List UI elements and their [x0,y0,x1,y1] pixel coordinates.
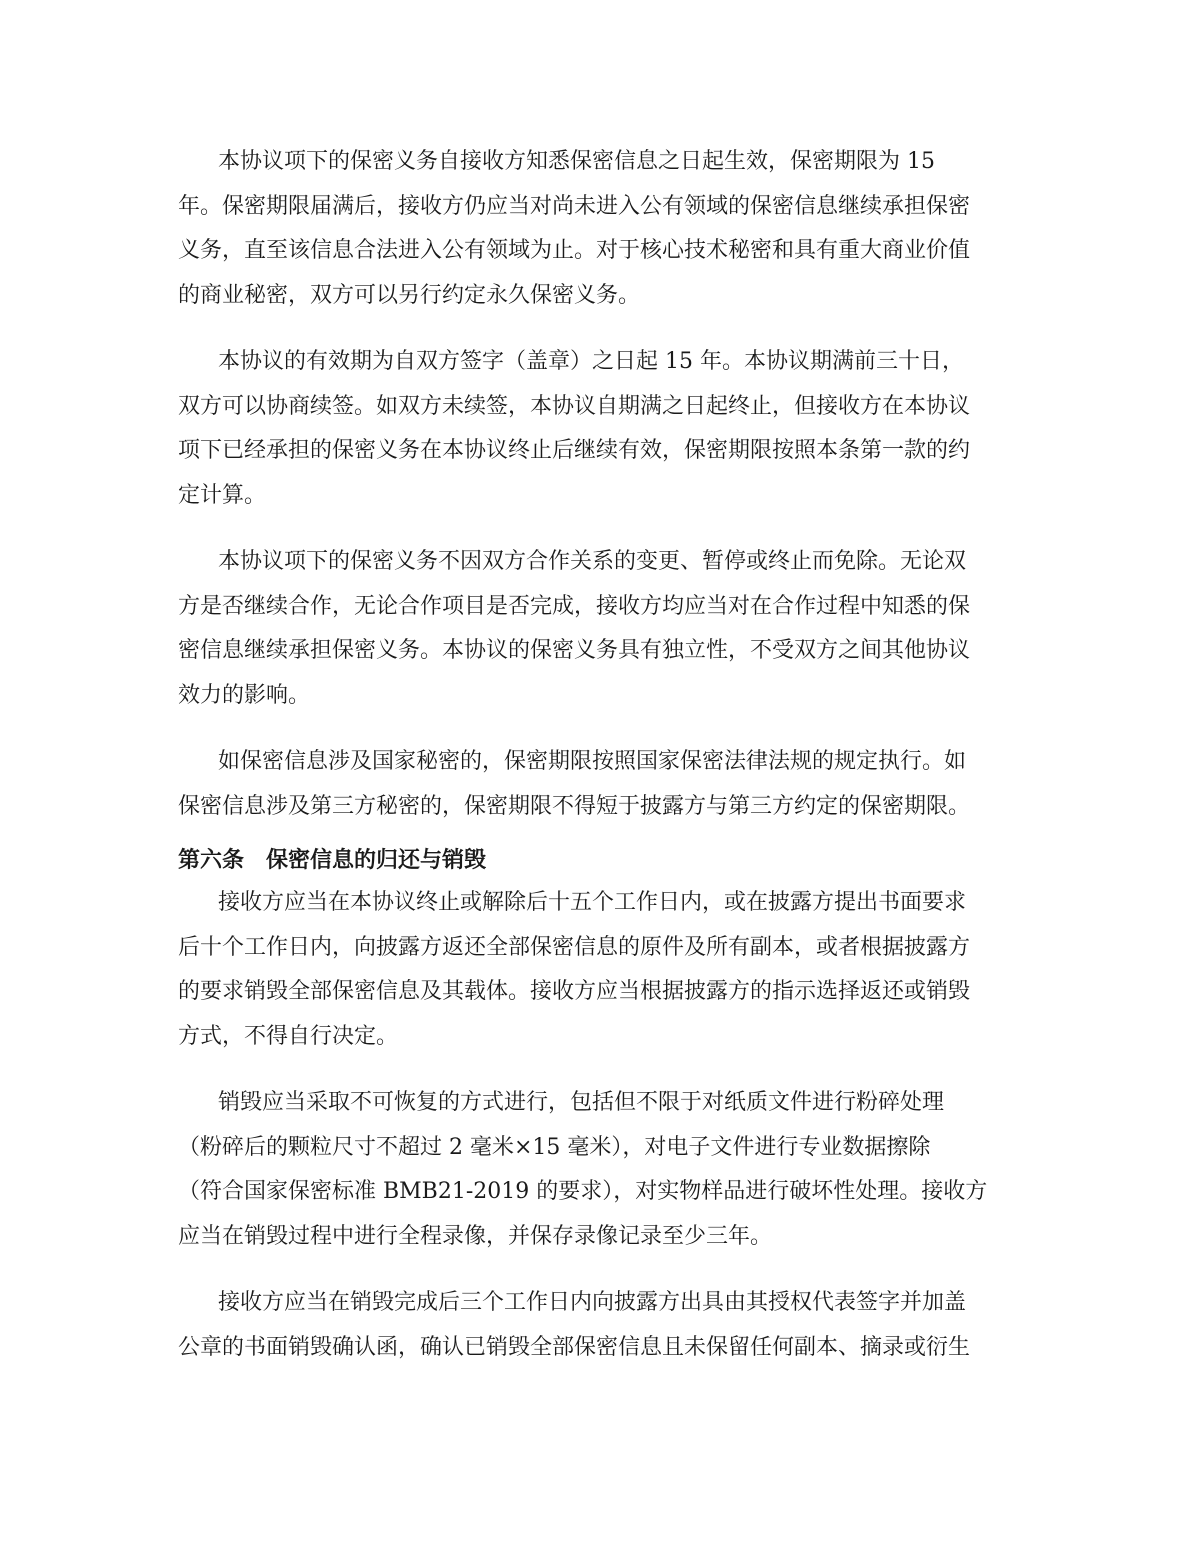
paragraph-destruction-method [178,1081,1024,1259]
paragraph-confidentiality-term [178,140,1024,318]
text-line: 销毁应当采取不可恢复的方式进行，包括但不限于对纸质文件进行粉碎处理 [218,1090,945,1115]
text-line: 应当在销毁过程中进行全程录像，并保存录像记录至少三年。 [178,1223,773,1249]
text-line: （符合国家保密标准 BMB21-2019 的要求），对实物样品进行破坏性处理。接收方 [178,1179,988,1204]
text-line: 项下已经承担的保密义务在本协议终止后继续有效，保密期限按照本条第一款的约 [178,438,971,463]
text-line: 效力的影响。 [178,682,311,708]
text-line: 的商业秘密，双方可以另行约定永久保密义务。 [178,282,641,308]
text-line: 双方可以协商续签。如双方未续签，本协议自期满之日起终止，但接收方在本协议 [178,393,971,419]
text-line: 保密信息涉及第三方秘密的，保密期限不得短于披露方与第三方约定的保密期限。 [178,793,971,819]
paragraph-validity-period [178,340,1024,518]
paragraph-return-information [178,881,1024,1059]
text-line: 公章的书面销毁确认函，确认已销毁全部保密信息且未保留任何副本、摘录或衍生 [178,1334,971,1360]
paragraph-state-secrets [178,740,1024,829]
section-title: 保密信息的归还与销毁 [266,848,487,873]
text-line: 接收方应当在销毁完成后三个工作日内向披露方出具由其授权代表签字并加盖 [218,1290,967,1315]
text-line: 方是否继续合作，无论合作项目是否完成，接收方均应当对在合作过程中知悉的保 [178,593,971,619]
section-number: 第六条 [178,848,245,873]
text-line: 本协议项下的保密义务自接收方知悉保密信息之日起生效，保密期限为 15 [218,149,935,174]
document-page [178,140,1024,1370]
text-line: 后十个工作日内，向披露方返还全部保密信息的原件及所有副本，或者根据披露方 [178,934,971,960]
text-line: 密信息继续承担保密义务。本协议的保密义务具有独立性，不受双方之间其他协议 [178,638,971,663]
paragraph-obligation-independence [178,540,1024,718]
text-line: 定计算。 [178,482,267,508]
text-line: 接收方应当在本协议终止或解除后十五个工作日内，或在披露方提出书面要求 [218,890,967,915]
text-line: （粉碎后的颗粒尺寸不超过 2 毫米×15 毫米），对电子文件进行专业数据擦除 [178,1134,931,1160]
paragraph-destruction-confirmation [178,1281,1024,1370]
text-line: 方式，不得自行决定。 [178,1023,399,1049]
text-line: 本协议的有效期为自双方签字（盖章）之日起 15 年。本协议期满前三十日， [218,349,964,374]
text-line: 如保密信息涉及国家秘密的，保密期限按照国家保密法律法规的规定执行。如 [218,749,967,774]
text-line: 的要求销毁全部保密信息及其载体。接收方应当根据披露方的指示选择返还或销毁 [178,979,971,1004]
section-heading [178,841,1024,881]
text-line: 年。保密期限届满后，接收方仍应当对尚未进入公有领域的保密信息继续承担保密 [178,193,971,219]
text-line: 义务，直至该信息合法进入公有领域为止。对于核心技术秘密和具有重大商业价值 [178,238,971,263]
text-line: 本协议项下的保密义务不因双方合作关系的变更、暂停或终止而免除。无论双 [218,549,967,574]
